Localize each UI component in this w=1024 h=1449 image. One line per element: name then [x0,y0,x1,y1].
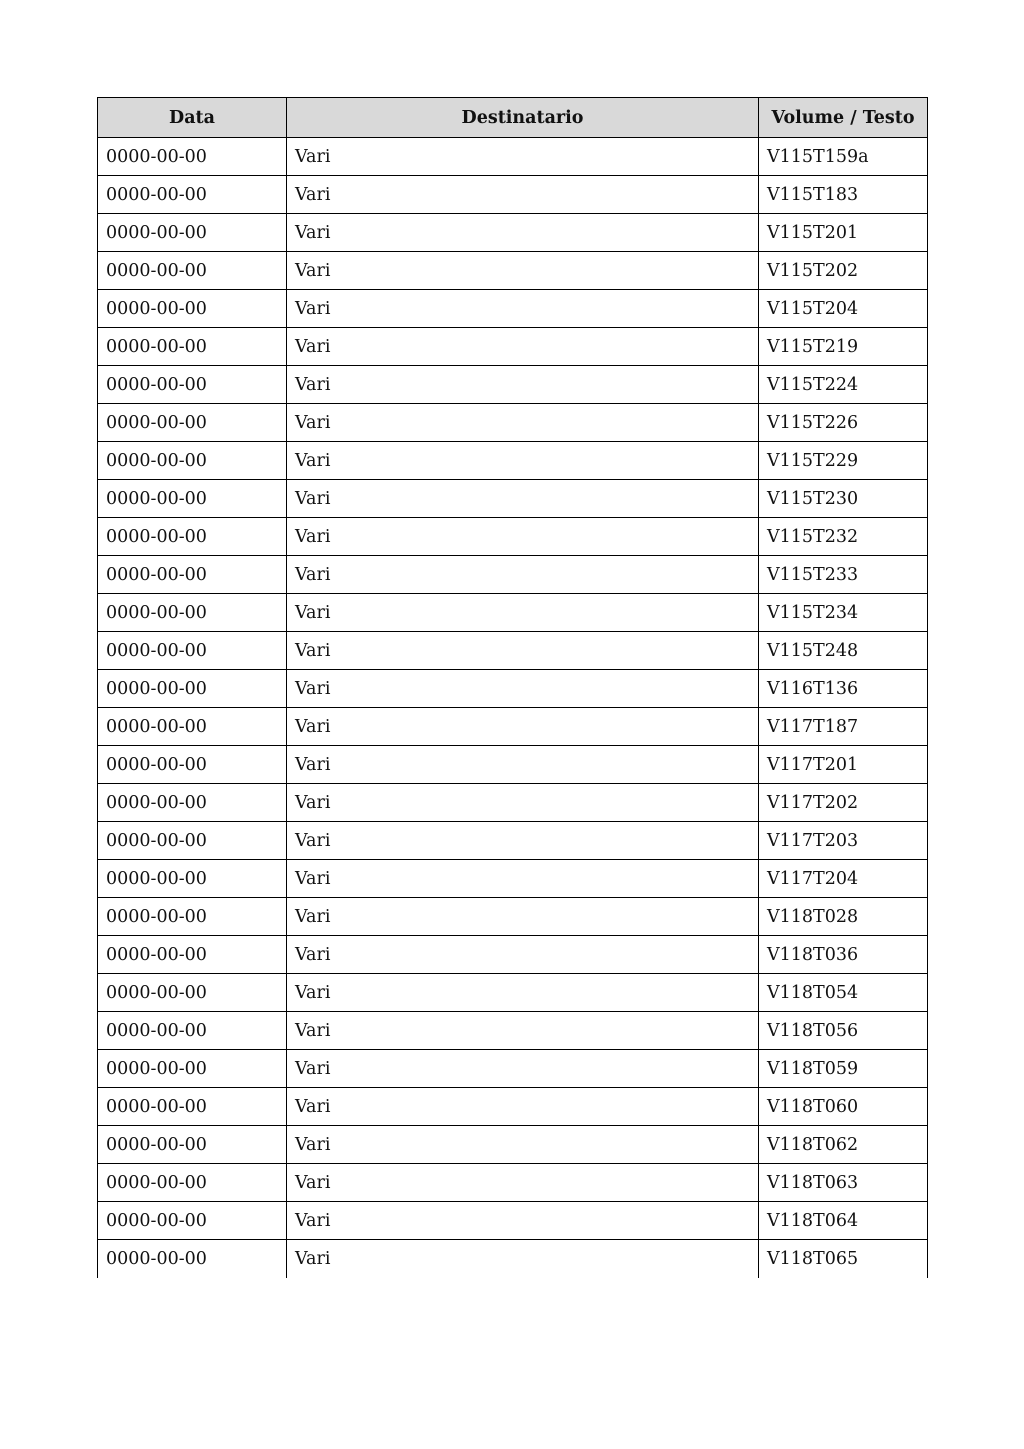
cell-data: 0000-00-00 [98,822,287,860]
table-row [98,404,928,442]
cell-volume-testo: V115T233 [759,556,928,594]
table-row [98,1202,928,1240]
cell-destinatario: Vari [287,328,759,366]
cell-destinatario: Vari [287,366,759,404]
table-row [98,252,928,290]
cell-destinatario: Vari [287,138,759,176]
cell-destinatario: Vari [287,822,759,860]
cell-destinatario: Vari [287,708,759,746]
cell-volume-testo: V118T059 [759,1050,928,1088]
cell-volume-testo: V118T065 [759,1240,928,1278]
cell-data: 0000-00-00 [98,670,287,708]
cell-destinatario: Vari [287,556,759,594]
cell-data: 0000-00-00 [98,746,287,784]
cell-destinatario: Vari [287,1240,759,1278]
cell-volume-testo: V115T234 [759,594,928,632]
table-row [98,708,928,746]
cell-volume-testo: V115T201 [759,214,928,252]
cell-data: 0000-00-00 [98,1164,287,1202]
table-row [98,670,928,708]
cell-volume-testo: V117T203 [759,822,928,860]
table-row [98,214,928,252]
cell-destinatario: Vari [287,442,759,480]
cell-data: 0000-00-00 [98,1202,287,1240]
letters-table [97,97,928,1278]
cell-destinatario: Vari [287,1202,759,1240]
cell-volume-testo: V118T060 [759,1088,928,1126]
cell-volume-testo: V117T204 [759,860,928,898]
cell-data: 0000-00-00 [98,328,287,366]
cell-destinatario: Vari [287,404,759,442]
cell-data: 0000-00-00 [98,784,287,822]
table-row [98,366,928,404]
cell-data: 0000-00-00 [98,1088,287,1126]
table-row [98,176,928,214]
table-row [98,328,928,366]
table-row [98,1126,928,1164]
table-row [98,1050,928,1088]
cell-data: 0000-00-00 [98,366,287,404]
cell-destinatario: Vari [287,480,759,518]
cell-volume-testo: V115T183 [759,176,928,214]
cell-volume-testo: V118T064 [759,1202,928,1240]
cell-destinatario: Vari [287,936,759,974]
letters-table-container [97,97,927,1278]
cell-volume-testo: V118T028 [759,898,928,936]
cell-destinatario: Vari [287,632,759,670]
table-row [98,784,928,822]
cell-volume-testo: V115T204 [759,290,928,328]
cell-volume-testo: V116T136 [759,670,928,708]
cell-destinatario: Vari [287,1164,759,1202]
cell-destinatario: Vari [287,746,759,784]
table-row [98,898,928,936]
cell-destinatario: Vari [287,214,759,252]
table-row [98,822,928,860]
cell-data: 0000-00-00 [98,1012,287,1050]
cell-destinatario: Vari [287,290,759,328]
table-row [98,746,928,784]
cell-destinatario: Vari [287,252,759,290]
cell-data: 0000-00-00 [98,898,287,936]
table-row [98,1164,928,1202]
cell-volume-testo: V115T232 [759,518,928,556]
header-row [98,98,928,138]
cell-data: 0000-00-00 [98,936,287,974]
cell-destinatario: Vari [287,594,759,632]
cell-destinatario: Vari [287,176,759,214]
cell-volume-testo: V117T201 [759,746,928,784]
table-row [98,290,928,328]
cell-volume-testo: V118T063 [759,1164,928,1202]
cell-volume-testo: V118T056 [759,1012,928,1050]
cell-volume-testo: V115T224 [759,366,928,404]
column-header-data: Data [98,98,287,138]
cell-destinatario: Vari [287,1088,759,1126]
table-row [98,936,928,974]
cell-data: 0000-00-00 [98,480,287,518]
table-body [98,138,928,1278]
cell-data: 0000-00-00 [98,404,287,442]
table-row [98,860,928,898]
cell-data: 0000-00-00 [98,1126,287,1164]
table-row [98,632,928,670]
cell-destinatario: Vari [287,1126,759,1164]
cell-data: 0000-00-00 [98,290,287,328]
cell-volume-testo: V118T036 [759,936,928,974]
cell-data: 0000-00-00 [98,974,287,1012]
table-row [98,974,928,1012]
cell-destinatario: Vari [287,784,759,822]
cell-volume-testo: V118T054 [759,974,928,1012]
cell-data: 0000-00-00 [98,176,287,214]
column-header-volume-testo: Volume / Testo [759,98,928,138]
table-row [98,480,928,518]
table-row [98,138,928,176]
cell-volume-testo: V118T062 [759,1126,928,1164]
cell-data: 0000-00-00 [98,518,287,556]
table-row [98,1012,928,1050]
table-header [98,98,928,138]
cell-data: 0000-00-00 [98,252,287,290]
table-row [98,518,928,556]
table-row [98,442,928,480]
cell-destinatario: Vari [287,1050,759,1088]
cell-destinatario: Vari [287,1012,759,1050]
table-row [98,594,928,632]
cell-volume-testo: V115T226 [759,404,928,442]
cell-data: 0000-00-00 [98,860,287,898]
cell-volume-testo: V115T229 [759,442,928,480]
cell-volume-testo: V115T230 [759,480,928,518]
cell-data: 0000-00-00 [98,556,287,594]
cell-data: 0000-00-00 [98,138,287,176]
cell-destinatario: Vari [287,974,759,1012]
cell-data: 0000-00-00 [98,632,287,670]
cell-destinatario: Vari [287,670,759,708]
cell-volume-testo: V115T159a [759,138,928,176]
cell-destinatario: Vari [287,898,759,936]
cell-destinatario: Vari [287,518,759,556]
cell-data: 0000-00-00 [98,1050,287,1088]
cell-volume-testo: V117T202 [759,784,928,822]
cell-volume-testo: V115T219 [759,328,928,366]
cell-volume-testo: V115T248 [759,632,928,670]
table-row [98,1240,928,1278]
table-row [98,1088,928,1126]
cell-data: 0000-00-00 [98,214,287,252]
cell-destinatario: Vari [287,860,759,898]
cell-data: 0000-00-00 [98,1240,287,1278]
cell-data: 0000-00-00 [98,708,287,746]
table-row [98,556,928,594]
cell-volume-testo: V115T202 [759,252,928,290]
cell-data: 0000-00-00 [98,594,287,632]
cell-volume-testo: V117T187 [759,708,928,746]
cell-data: 0000-00-00 [98,442,287,480]
column-header-destinatario: Destinatario [287,98,759,138]
